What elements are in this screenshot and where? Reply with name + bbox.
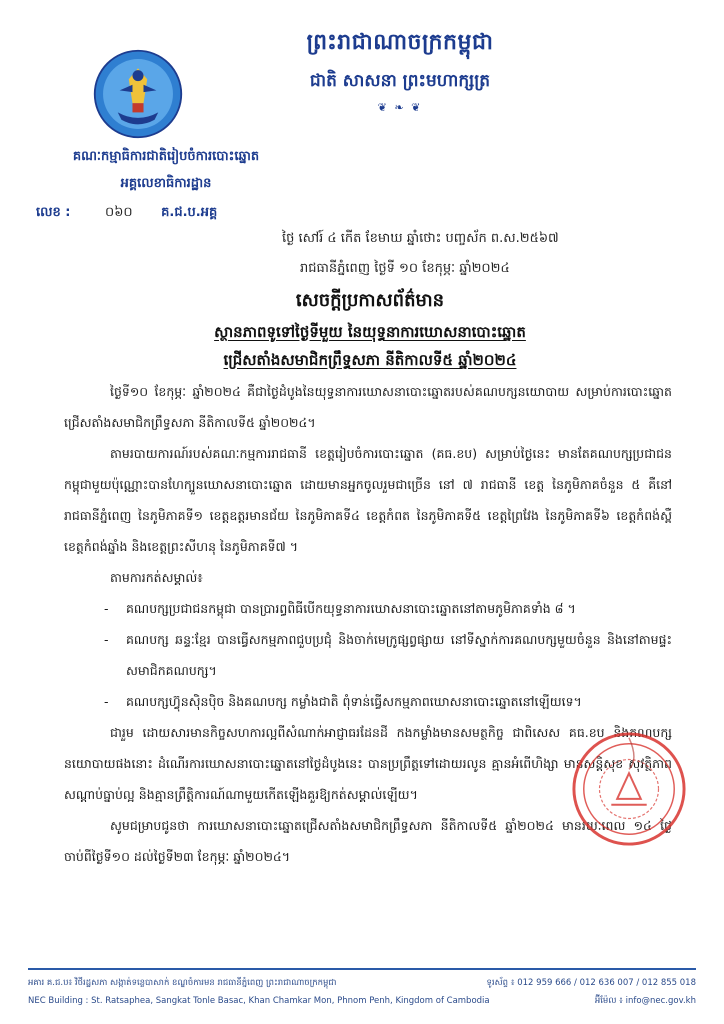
official-seal-stamp [570,730,688,848]
footer-phone: 012 959 666 / 012 636 007 / 012 855 018 [517,978,696,988]
title-line-3: ជ្រើសតាំងសមាជិកព្រឹទ្ធសភា នីតិកាលទី៥ ឆ្នាំ២០២៤ [223,351,517,369]
solar-date: រាជធានីភ្នំពេញ ថ្ងៃទី ១០ ខែកុម្ភៈ ឆ្នាំ២០២៤ [300,261,510,276]
footer-address-en: NEC Building : St. Ratsaphea, Sangkat Tonle Basac, Khan Chamkar Mon, Phnom Penh, Kingdom of Cambodia [28,996,490,1006]
organization-block [36,148,296,223]
nec-emblem-logo [92,48,184,140]
reference-number: ០៦០ [105,205,133,220]
kingdom-heading [270,28,530,114]
paragraph-4: សូមជម្រាបជូនថា ការឃោសនាបោះឆ្នោតជ្រើសតាំងសមាជិកព្រឹទ្ធសភា នីតិកាលទី៥ ឆ្នាំ២០២៤ មានរយៈពេល ១៤ ថ្ងៃ ចាប់ពីថ្ងៃទី១០ ដល់ថ្ងៃទី២៣ ខែកុម្ភៈ ឆ្នាំ២០២៤។ [64,818,672,864]
observations-label: តាមការកត់សម្គាល់៖ [110,570,203,585]
title-line-1: សេចក្តីប្រកាសព័ត៌មាន [295,290,445,311]
reference-suffix: គ.ជ.ប.អគ្គ [161,205,218,220]
page-footer [28,974,696,1010]
list-item: - គណបក្សហ៊្វុនស៊ិនប៉ិច និងគណបក្ស កម្លាំងជាតិ ពុំទាន់ធ្វើសកម្មភាពឃោសនាបោះឆ្នោតនៅឡើយទេ។ [104,686,672,717]
reference-label: លេខ : [36,205,71,220]
kingdom-name: ព្រះរាជាណាចក្រកម្ពុជា [306,29,494,55]
national-motto: ជាតិ សាសនា ព្រះមហាក្សត្រ [309,71,491,91]
reference-line [36,204,296,223]
list-item: - គណបក្ស ឆន្ទៈខ្មែរ បានធ្វើសកម្មភាពជួបប្រជុំ និងចាក់មេក្រូផ្សព្វផ្សាយ នៅទីស្នាក់ការគណបក្សមួយចំនួន និងនៅតាមផ្ទះសមាជិកគណបក្ស។ [104,624,672,686]
paragraph-1: ថ្ងៃទី១០ ខែកុម្ភៈ ឆ្នាំ២០២៤ គឺជាថ្ងៃដំបូងនៃយុទ្ធនាការឃោសនាបោះឆ្នោតរបស់គណបក្សនយោបាយ សម្រាប់ការបោះឆ្នោតជ្រើសតាំងសមាជិកព្រឹទ្ធសភា នីតិកាលទី៥ ឆ្នាំ២០២៤។ [64,384,672,430]
phone-label: ទូរស័ព្ទ ៖ [486,978,515,988]
lunar-date: ថ្ងៃ សៅរ៍ ៤ កើត ខែមាឃ ឆ្នាំថោះ បញ្ចស័ក ព.ស.២៥៦៧ [282,231,559,246]
footer-address-kh: អគារ គ.ជ.ប៖ វិថីរដ្ឋសភា សង្កាត់ទន្លេបាសាក់ ខណ្ឌចំការមន រាជធានីភ្នំពេញ ព្រះរាជាណាចក្រកម្ពុជា [28,978,337,988]
document-title [90,288,650,373]
ornament-divider: ❦ ❧ ❦ [377,101,423,114]
footer-divider [28,968,696,970]
email-label: អ៊ីម៉ែល ៖ [594,996,623,1006]
list-item: - គណបក្សប្រជាជនកម្ពុជា បានប្រារព្ធពិធីបើកយុទ្ធនាការឃោសនាបោះឆ្នោតនៅតាមភូមិភាគទាំង ៨ ។ [104,593,672,624]
department-name: អគ្គលេខាធិការដ្ឋាន [120,176,212,191]
paragraph-2: តាមរបាយការណ៍របស់គណៈកម្មការរាជធានី ខេត្តរៀបចំការបោះឆ្នោត (គធ.ខប) សម្រាប់ថ្ងៃនេះ មានតែគណបក្សប្រជាជនកម្ពុជាមួយប៉ុណ្ណោះបានហែក្បួនឃោសនាបោះឆ្នោត ដោយមានអ្នកចូលរួមជាច្រើន នៅ ៧ រាជធានី ខេត្ត នៃភូមិភាគចំនួន ៥ គឺនៅរាជធានីភ្នំពេញ នៃភូមិភាគទី១ ខេត្តឧត្តរមានជ័យ នៃភូមិភាគទី៤ ខេត្តកំពត នៃភូមិភាគទី៥ ខេត្តព្រៃវែង នៃភូមិភាគទី៦ ខេត្តកំពង់ស្ពឺ ខេត្តកំពង់ឆ្នាំង និងខេត្តព្រះសីហនុ នៃភូមិភាគទី៧ ។ [64,446,672,554]
observations-list [64,593,672,717]
paragraph-3: ជារួម ដោយសារមានកិច្ចសហការល្អពីសំណាក់អាជ្ញាធរដែនដី កងកម្លាំងមានសមត្ថកិច្ច ជាពិសេស គធ.ខប និងគណបក្សនយោបាយផងនោះ ដំណើរការឃោសនាបោះឆ្នោតនៅថ្ងៃដំបូងនេះ បានប្រព្រឹត្តទៅដោយរលូន គ្មានអំពើហិង្សា មានសន្តិសុខ សុវត្ថិភាព សណ្តាប់ធ្នាប់ល្អ និងគ្មានព្រឹត្តិការណ៍ណាមួយកើតឡើងគួរឱ្យកត់សម្គាល់ឡើយ។ [64,725,672,802]
footer-email: info@nec.gov.kh [625,996,696,1006]
title-line-2: ស្ថានភាពទូទៅថ្ងៃទីមួយ នៃយុទ្ធនាការឃោសនាបោះឆ្នោត [214,323,526,341]
date-block [282,224,702,284]
organization-name: គណៈកម្មាធិការជាតិរៀបចំការបោះឆ្នោត [72,149,260,164]
